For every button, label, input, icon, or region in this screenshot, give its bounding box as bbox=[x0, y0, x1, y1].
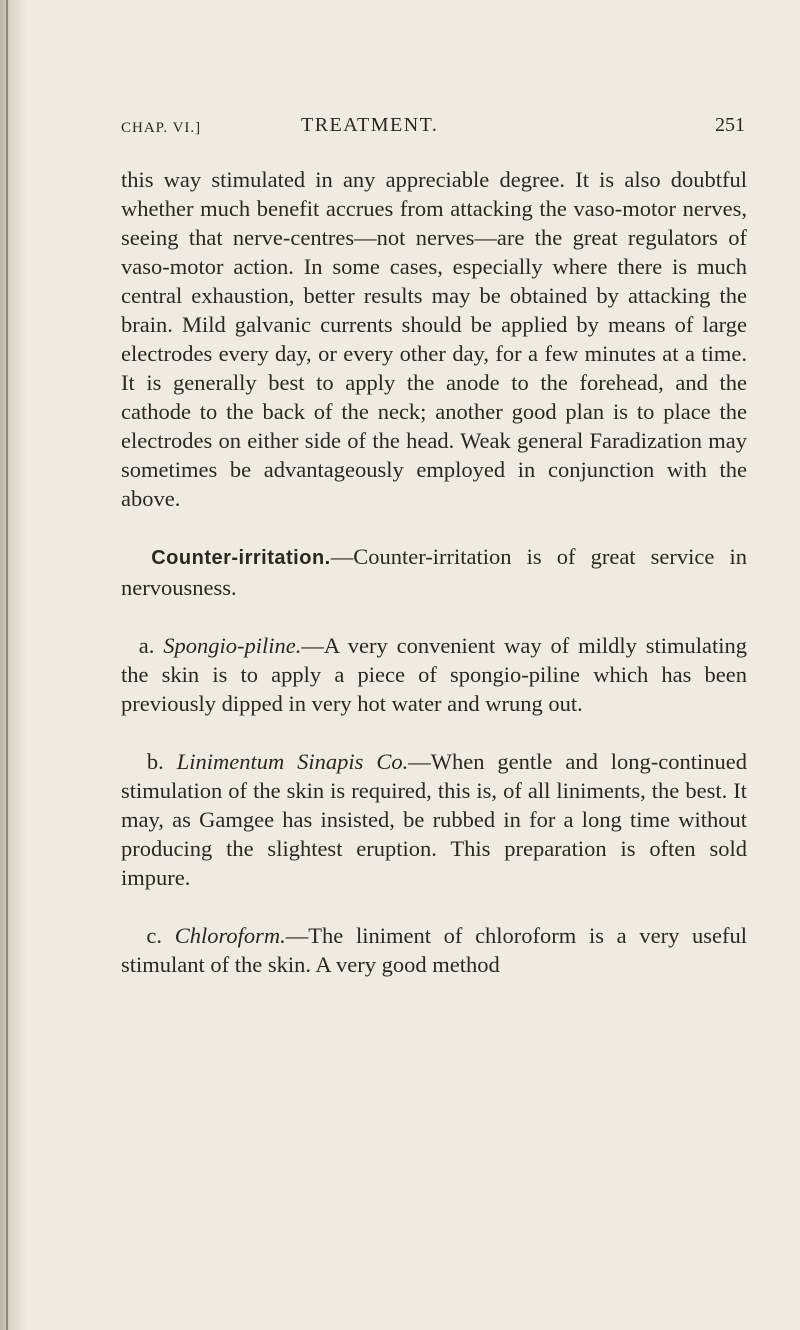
paragraph-spongio-piline bbox=[121, 631, 747, 718]
body-text bbox=[121, 165, 747, 979]
item-title: Spongio-piline. bbox=[163, 633, 302, 658]
page-number: 251 bbox=[715, 114, 745, 136]
item-title: Chloroform. bbox=[174, 923, 286, 948]
paragraph-linimentum bbox=[121, 747, 747, 892]
item-label: a. bbox=[138, 633, 155, 658]
section-heading: Counter-irritation. bbox=[151, 547, 331, 569]
paragraph-counter-irritation bbox=[121, 542, 747, 602]
item-title: Linimentum Sinapis Co. bbox=[176, 749, 409, 774]
running-header bbox=[121, 112, 745, 142]
page-binding-shadow bbox=[0, 0, 26, 1330]
item-text: —When gentle and long-continued stimulation of the skin is required, this is, of all liniments, the best. It may, as Gamgee has insisted, be rubbed in for a long time without producing the slightest eruption. This preparation is often sold impure. bbox=[121, 749, 748, 890]
chapter-label: CHAP. VI.] bbox=[121, 120, 202, 136]
item-text: —The liniment of chloroform is a very useful stimulant of the skin. A very good method bbox=[121, 923, 748, 977]
section-text: —Counter-irritation is of great service in nervousness. bbox=[121, 544, 748, 600]
item-label: c. bbox=[146, 923, 163, 948]
paragraph-chloroform bbox=[121, 921, 747, 979]
paragraph-continuation: this way stimulated in any appreciable degree. It is also doubtful whether much benefit accrues from attacking the vaso-motor nerves, seeing that nerve-centres—not nerves—are the great regulators of vaso-motor action. In some cases, especially where there is much central exhaustion, better results may be obtained by attacking the brain. Mild galvanic currents should be applied by means of large electrodes every day, or every other day, for a few minutes at a time. It is generally best to apply the anode to the forehead, and the cathode to the back of the neck; another good plan is to place the electrodes on either side of the head. Weak general Faradization may sometimes be advantageously employed in conjunction with the above. bbox=[121, 167, 747, 511]
item-text: —A very convenient way of mildly stimulating the skin is to apply a piece of spongio-piline which has been previously dipped in very hot water and wrung out. bbox=[121, 633, 748, 716]
item-label: b. bbox=[146, 749, 164, 774]
page-binding-edge bbox=[6, 0, 8, 1330]
running-title: TREATMENT. bbox=[301, 114, 439, 136]
